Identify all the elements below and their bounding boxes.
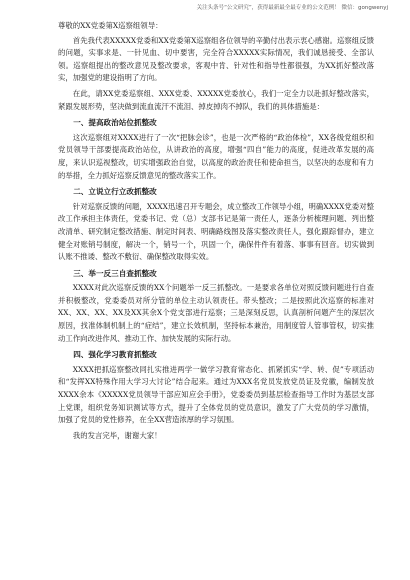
section-heading: 一、提高政治站位抓整改	[73, 118, 157, 128]
section-heading: 四、强化学习教育抓整改	[73, 350, 157, 360]
intro-paragraph: 在此，请XX党委巡察组、XXX党委、XXXXX党委放心，我们一定全力以赴抓好整改落实，紧跟发展形势，坚决做到流血流汗不流泪、掉皮掉肉不掉队，我们的具体措施是：	[58, 88, 374, 111]
section-paragraph: 针对巡察反馈的问题，XXXX迅速召开专题会，成立整改工作领导小组，明确XXXX党委对整改工作承担主体责任，党委书记、党（总）支部书记是第一责任人，逐条分析梳理问题、列出整改清单、研究制定整改措施、制定时间表、明确路线图及落实整改责任人，强化跟踪督办，建立健全对账销号制度，解决一个，销号一个，巩固一个，确保件件有着落、事事有回音。切实做到认账不推诿、整改不敷衍、确保整改取得实效。	[58, 201, 374, 262]
section-paragraph: XXXX把抓巡察整改同扎实推进两学一做学习教育常态化、抓紧抓实“学、转、促”专项活动和“发挥XX特殊作用大学习大讨论”结合起来。通过为XXX名党员发放党员证及党徽，编制发放XXXX余本《XXXXX党员领导干部应知应会手册》，党委委员到基层检查指导工作时为基层支部上党课，组织党务知识测试等方式，提升了全体党员的党员意识，激发了广大党员的学习激情，加强了党员的党性修养，在全XX营造浓厚的学习氛围。	[58, 364, 374, 425]
section-paragraph: XXXX对此次巡察反馈的XX个问题举一反三抓整改。一是要求各单位对照反馈问题进行自查并积极整改，党委委员对所分管的单位主动认领责任。带头整改；二是按照此次巡察的标准对XX、XX、XX、XX及XX其余X个党支部进行巡察；三是深刻反思，认真剖析问题产生的深层次原因，找准体制机制上的“症结”，建立长效机制，坚持标本兼治，用制度管人管事管权，切实推动工作向改进作风、推动工作、加快发展的实际行动。	[58, 283, 374, 343]
document-body	[58, 20, 374, 445]
salutation: 尊敬的XX党委第X巡察组领导：	[58, 21, 163, 30]
closing-remark: 我的发言完毕，谢谢大家！	[72, 430, 162, 440]
section-paragraph: 这次巡察组对XXXX进行了一次“把脉会诊”，也是一次严格的“政治体检”，XX各级党组织和党员领导干部要提高政治站位，从讲政治的高度，增强“四自”能力的高度，促进改革发展的高度，来认识巡视整改，切实增强政治自觉，以高度的政治责任和使命担当，以坚决的态度和有力的举措，全力抓好巡察反馈意见的整改落实工作。	[58, 132, 374, 180]
header-watermark: 关注头条号“公文研究”，获得最新最全最专业的公文范例！ 微信：gongwenyj	[196, 5, 388, 11]
section-heading: 二、立说立行立改抓整改	[73, 187, 157, 197]
section-heading: 三、举一反三自查抓整改	[73, 268, 157, 278]
intro-paragraph: 首先我代表XXXXX党委和XX党委第X巡察组各位领导的辛勤付出表示衷心感谢。巡察组反馈的问题，实事求是、一针见血、切中要害，完全符合XXXXX实际情况，我们诚恳接受、全部认领。巡察组提出的整改意见及整改要求，客观中肯、针对性和指导性都很强，为XX抓好整改落实，加强党的建设指明了方向。	[58, 35, 374, 83]
